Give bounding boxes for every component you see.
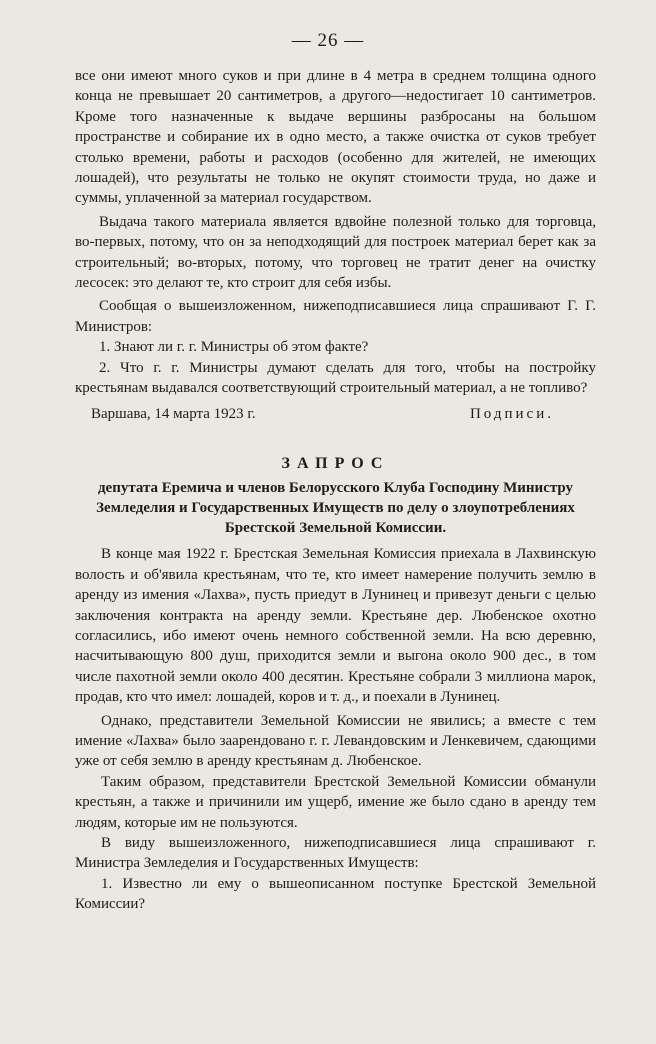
- paragraph: В конце мая 1922 г. Брестская Земельная Комиссия приехала в Лахвинскую волость и об'явила крестьянам, что те, кто имеет намерение получить землю в аренду из имения «Лахва», пусть приедут в Лунинец и привезут деньги с целью заключения контракта на аренду земли. Крестьяне дер. Любенское охотно согласились, ибо имеют очень немного собственной земли. На всю деревню, насчитывающую 800 душ, приходится земли и выгона около 900 дес., в том числе пахотной земли около 400 десятин. Крестьяне собрали 3 миллиона марок, продав, кто что имел: лошадей, коров и т. д., и поехали в Лунинец.: [75, 546, 596, 706]
- paragraph: Сообщая о вышеизложенном, нижеподписавшиеся лица спрашивают Г. Г. Министров:: [75, 298, 596, 335]
- paragraph: Однако, представители Земельной Комиссии не явились; а вместе с тем имение «Лахва» было заарендовано г. г. Левандовским и Ленкевичем, сдающими уже от себя землю в аренду крестьянам д. Любенское.: [75, 712, 596, 770]
- place-date: Варшава, 14 марта 1923 г.: [91, 405, 256, 422]
- question-item: 1. Знают ли г. г. Министры об этом факте?: [99, 339, 369, 356]
- question-item: 1. Известно ли ему о вышеописанном поступке Брестской Земельной Комиссии?: [75, 875, 596, 913]
- signatures-label: Подписи.: [469, 405, 554, 422]
- signature-line: [75, 404, 596, 424]
- paragraph: Выдача такого материала является вдвойне полезной только для торговца, во-первых, потому, что он за неподходящий для построек материал берет как за строительный; во-вторых, потому, что торговец не тратит денег на очистку лесосек: это делают те, кто строит для себя избы.: [75, 213, 596, 292]
- paragraph: Таким образом, представители Брестской Земельной Комиссии обманули крестьян, а также и причинили им ущерб, имение же было сдано в аренду тем людям, которые им не пользуются.: [75, 773, 596, 831]
- paragraph: В виду вышеизложенного, нижеподписавшиеся лица спрашивают г. Министра Земледелия и Государственных Имуществ:: [75, 835, 596, 872]
- paragraph-continuation: все они имеют много суков и при длине в 4 метра в среднем толщина одного конца не превышает 20 сантиметров, а другого—недостигает 10 сантиметров. Кроме того назначенные к выдаче вершины разбросаны на большом пространстве и собирание их в одно место, а также очистка от суков требует столько времени, работы и расходов (особенно для жителей, не имеющих лошадей), что результаты не только не окупят стоимости труда, но даже и суммы, уплаченной за материал государством.: [75, 68, 596, 207]
- page-number: — 26 —: [291, 30, 365, 51]
- question-item: 2. Что г. г. Министры думают сделать для того, чтобы на постройку крестьянам выдавался соответствующий строительный материал, а не топливо?: [75, 359, 596, 397]
- document-body: [75, 66, 596, 915]
- section-subheading: депутата Еремича и членов Белорусского Клуба Господину Министру Земледелия и Государственных Имуществ по делу о злоупотреблениях Брестской Земельной Комиссии.: [96, 480, 575, 537]
- section-heading: ЗАПРОС: [281, 454, 390, 472]
